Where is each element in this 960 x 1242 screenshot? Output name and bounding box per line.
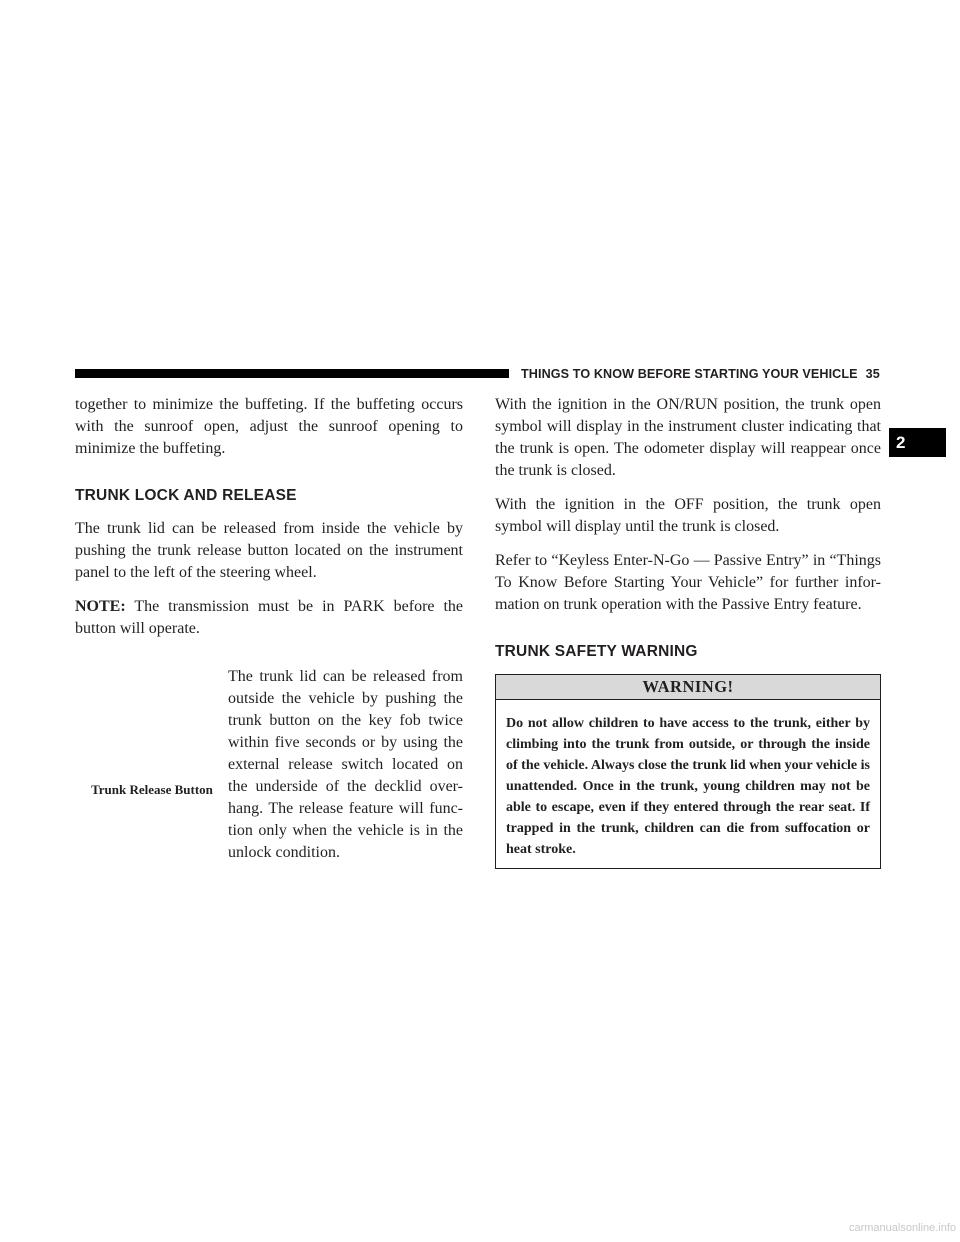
chapter-tab[interactable]: 2 <box>889 428 946 457</box>
off-paragraph: With the ignition in the OFF position, the trunk open symbol will display until the trunk is closed. <box>495 496 881 535</box>
warning-body: Do not allow children to have access to the trunk, either by climbing into the trunk from outside, or through the inside of the vehicle. Always close the trunk lid when your vehicle is unattended. Once in the trunk, young children may not be able to escape, even if they entered through the rear seat. If trapped in the trunk, children can die from suffocation or heat stroke. <box>506 716 870 857</box>
figure-row <box>75 666 463 861</box>
figure-paragraph: The trunk lid can be released from outside the vehicle by pushing the trunk button on the key fob twice within five seconds or by using the external release switch located on the underside of the decklid over-hang. The release feature will func-tion only when the vehicle is in the unlock condition. <box>228 668 463 861</box>
release-paragraph: The trunk lid can be released from inside the vehicle by pushing the trunk release button located on the instrument panel to the left of the steering wheel. <box>75 520 463 581</box>
warning-title: WARNING! <box>496 675 880 700</box>
warning-box <box>495 674 881 869</box>
note-paragraph <box>75 596 463 640</box>
page-number: 35 <box>865 367 880 381</box>
running-title: THINGS TO KNOW BEFORE STARTING YOUR VEHICLE <box>521 367 858 381</box>
note-label: NOTE: <box>75 598 126 615</box>
heading-safety: TRUNK SAFETY WARNING <box>495 643 698 660</box>
intro-paragraph: together to minimize the buffeting. If the buffeting occurs with the sunroof open, adjust the sunroof opening to minimize the buffeting. <box>75 396 463 457</box>
header-rule <box>75 369 509 378</box>
watermark[interactable]: carmanualsonline.info <box>848 1222 956 1234</box>
on-run-paragraph: With the ignition in the ON/RUN position, the trunk open symbol will display in the instrument cluster indicating that the trunk is open. The odometer display will reappear once the trunk is closed. <box>495 396 881 479</box>
refer-paragraph: Refer to “Keyless Enter-N-Go — Passive Entry” in “Things To Know Before Starting Your Vehicle” for further infor-mation on trunk operation with the Passive Entry feature. <box>495 552 881 613</box>
heading-trunk-lock: TRUNK LOCK AND RELEASE <box>75 487 297 504</box>
running-head <box>521 366 881 382</box>
note-text: The transmission must be in PARK before the button will operate. <box>75 598 463 637</box>
figure-caption: Trunk Release Button <box>91 782 213 797</box>
right-column <box>495 394 881 869</box>
left-column <box>75 394 463 861</box>
figure-side-text <box>228 666 463 864</box>
